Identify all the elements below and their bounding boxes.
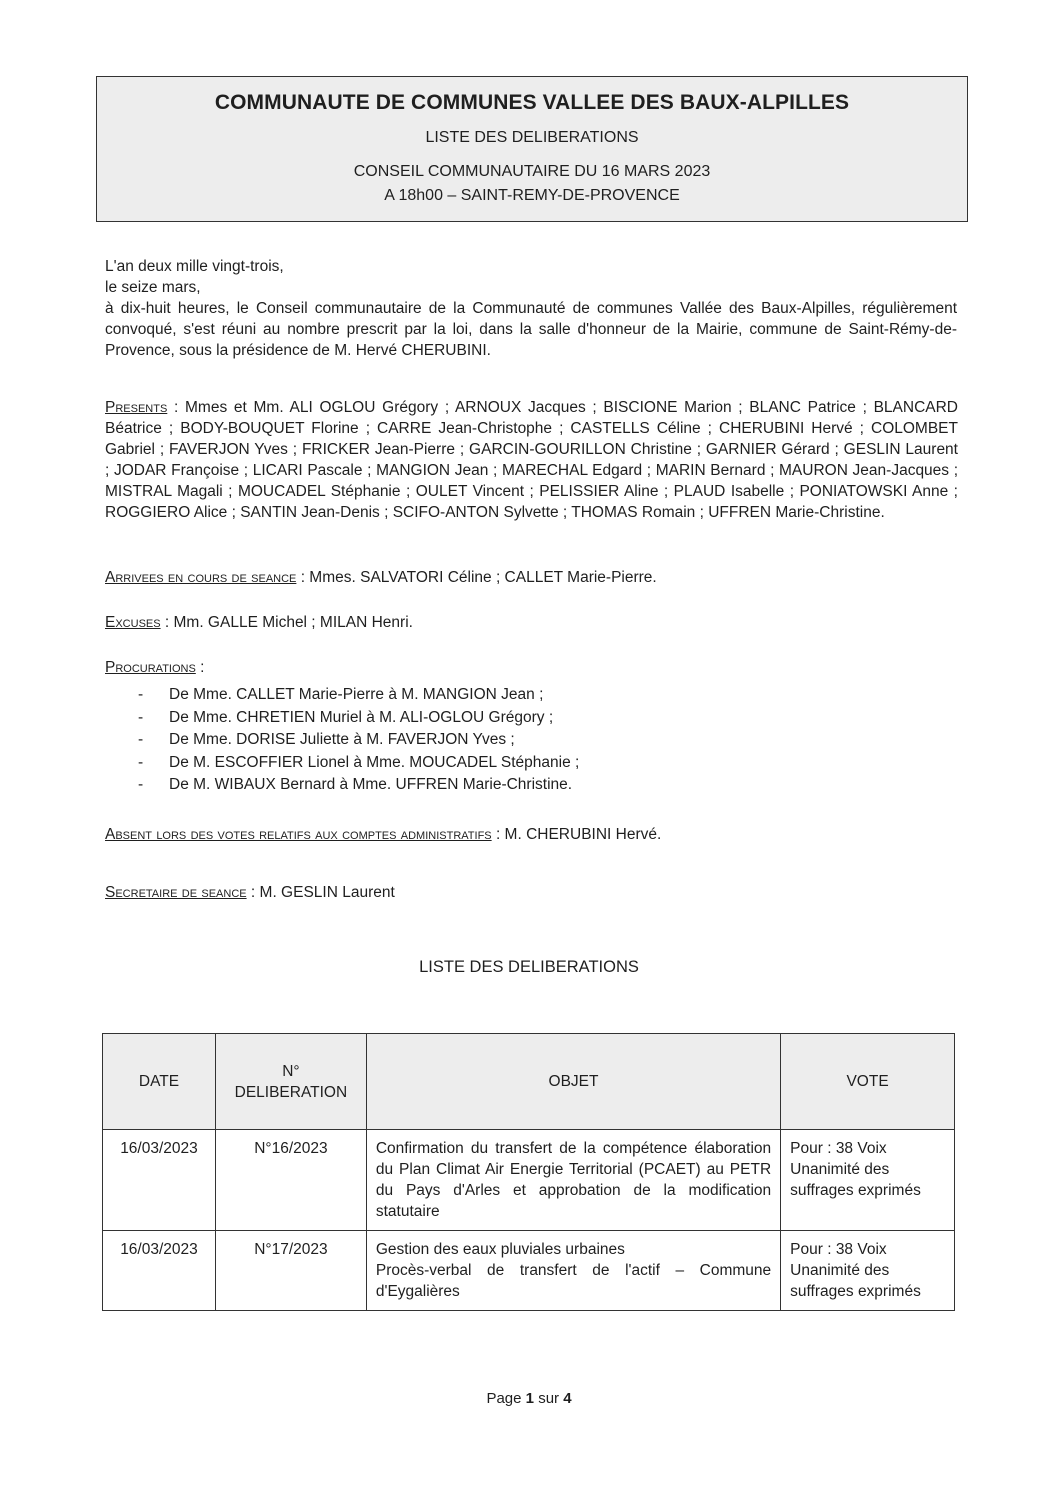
deliberations-list-title: LISTE DES DELIBERATIONS — [419, 958, 639, 976]
cell-objet: Gestion des eaux pluviales urbaines Procès-verbal de transfert de l'actif – Commune d'Eygalières — [366, 1231, 780, 1311]
intro-paragraph — [105, 256, 957, 361]
presents-label: Presents — [105, 399, 168, 416]
cell-number: N°17/2023 — [215, 1231, 366, 1311]
cell-date: 16/03/2023 — [103, 1130, 216, 1231]
cell-number: N°16/2023 — [215, 1130, 366, 1231]
document-subtitle: LISTE DES DELIBERATIONS — [425, 129, 639, 146]
deliberations-table — [102, 1033, 955, 1311]
secretaire-value: : M. GESLIN Laurent — [246, 884, 395, 901]
presents-list: : Mmes et Mm. ALI OGLOU Grégory ; ARNOUX Jacques ; BISCIONE Marion ; BLANC Patrice ; BLANCARD Béatrice ; BODY-BOUQUET Florine ; CARRE Jean-Christophe ; CASTELLS Céline ; CHERUBINI Hervé ; COLOMBET Gabriel ; FAVERJON Yves ; FRICKER Jean-Pierre ; GARCIN-GOURILLON Christine ; GARNIER Gérard ; GESLIN Laurent ; JODAR Françoise ; LICARI Pascale ; MANGION Jean ; MARECHAL Edgard ; MARIN Bernard ; MAURON Jean-Jacques ; MISTRAL Magali ; MOUCADEL Stéphanie ; OULET Vincent ; PELISSIER Aline ; PLAUD Isabelle ; PONIATOWSKI Anne ; ROGGIERO Alice ; SANTIN Jean-Denis ; SCIFO-ANTON Sylvette ; THOMAS Romain ; UFFREN Marie-Christine. — [105, 399, 958, 521]
excuses-label: Excuses — [105, 614, 161, 631]
page-number: 1 — [525, 1390, 535, 1407]
absent-value: : M. CHERUBINI Hervé. — [491, 826, 662, 843]
cell-date: 16/03/2023 — [103, 1231, 216, 1311]
arrivees-section — [105, 567, 958, 588]
page-word: Page — [486, 1390, 522, 1407]
cell-vote: Pour : 38 Voix Unanimité des suffrages exprimés — [781, 1231, 955, 1311]
cell-vote: Pour : 38 Voix Unanimité des suffrages exprimés — [781, 1130, 955, 1231]
list-item: - De Mme. DORISE Juliette à M. FAVERJON Yves ; — [138, 731, 515, 748]
secretaire-label: Secretaire de seance — [105, 884, 247, 901]
document-header — [96, 76, 968, 222]
intro-day: le seize mars, — [105, 279, 201, 296]
list-item: - De Mme. CHRETIEN Muriel à M. ALI-OGLOU Grégory ; — [138, 708, 554, 726]
council-date: CONSEIL COMMUNAUTAIRE DU 16 MARS 2023 — [353, 163, 711, 180]
council-place: A 18h00 – SAINT-REMY-DE-PROVENCE — [384, 187, 680, 204]
procurations-section — [105, 657, 958, 797]
procurations-list — [105, 684, 958, 797]
page-footer — [0, 1390, 1058, 1407]
presents-section — [105, 397, 958, 523]
arrivees-list: : Mmes. SALVATORI Céline ; CALLET Marie-Pierre. — [296, 569, 657, 586]
page-sur: sur — [538, 1390, 560, 1407]
list-item: - De Mme. CALLET Marie-Pierre à M. MANGION Jean ; — [138, 686, 544, 703]
page-total: 4 — [563, 1390, 572, 1407]
excuses-section — [105, 612, 958, 633]
cell-objet: Confirmation du transfert de la compétence élaboration du Plan Climat Air Energie Territorial (PCAET) au PETR du Pays d'Arles et approbation de la modification statutaire — [366, 1130, 780, 1231]
procurations-colon: : — [195, 659, 205, 676]
intro-body: à dix-huit heures, le Conseil communautaire de la Communauté de communes Vallée des Baux-Alpilles, régulièrement convoqué, s'est réuni au nombre prescrit par la loi, dans la salle d'honneur de la Mairie, commune de Saint-Rémy-de-Provence, sous la présidence de M. Hervé CHERUBINI. — [105, 300, 957, 359]
secretaire-section — [105, 882, 958, 903]
header-number: N° DELIBERATION — [215, 1034, 366, 1130]
intro-year: L'an deux mille vingt-trois, — [105, 258, 284, 275]
document-title: COMMUNAUTE DE COMMUNES VALLEE DES BAUX-ALPILLES — [214, 91, 850, 114]
procurations-label: Procurations — [105, 659, 196, 676]
header-vote: VOTE — [781, 1034, 955, 1130]
header-objet: OBJET — [366, 1034, 780, 1130]
header-date: DATE — [103, 1034, 216, 1130]
excuses-list: : Mm. GALLE Michel ; MILAN Henri. — [160, 614, 413, 631]
absent-label: Absent lors des votes relatifs aux comptes administratifs — [105, 826, 492, 843]
table-header-row — [103, 1034, 955, 1130]
absent-section — [105, 824, 958, 845]
table-row — [103, 1130, 955, 1231]
list-item: - De M. ESCOFFIER Lionel à Mme. MOUCADEL Stéphanie ; — [138, 753, 580, 771]
table-row — [103, 1231, 955, 1311]
list-item: - De M. WIBAUX Bernard à Mme. UFFREN Marie-Christine. — [138, 776, 573, 793]
arrivees-label: Arrivees en cours de seance — [105, 569, 297, 586]
